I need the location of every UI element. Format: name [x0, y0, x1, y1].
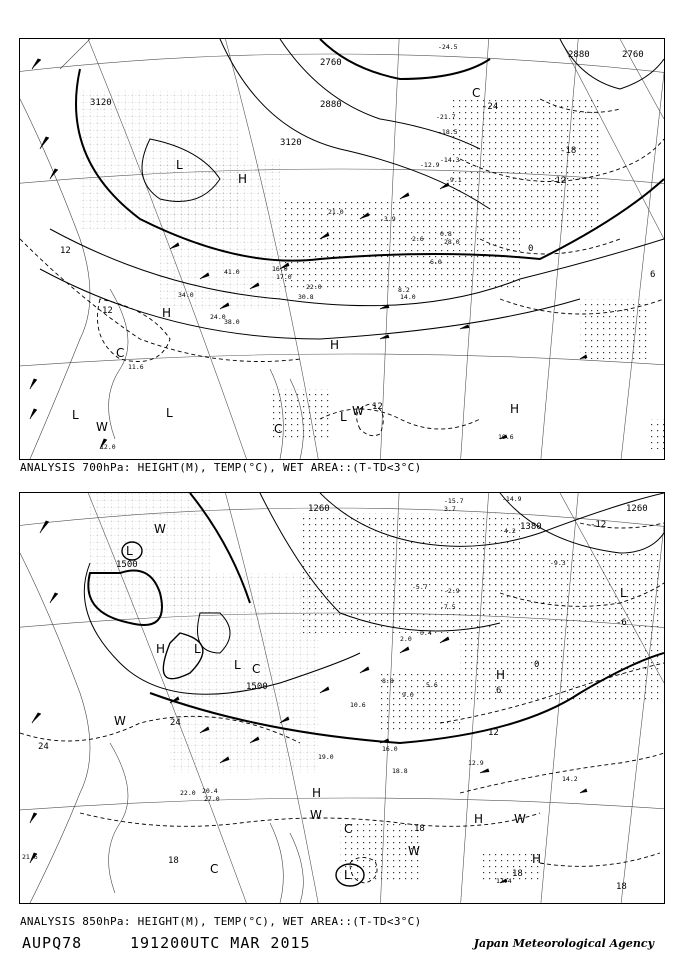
height-label: 2880	[568, 50, 590, 60]
high-center: H	[474, 812, 484, 826]
cold-center: C	[116, 346, 125, 360]
obs-value: 16.0	[272, 265, 288, 273]
height-label: 2880	[320, 100, 342, 110]
temp-label: -18	[560, 146, 577, 156]
high-center: H	[238, 172, 248, 186]
low-center: L	[166, 406, 173, 420]
low-center: L	[194, 642, 201, 656]
height-label: 1500	[116, 560, 138, 570]
obs-value: 5.6	[426, 681, 438, 689]
temp-label: 0	[534, 660, 540, 670]
obs-value: 24.0	[210, 313, 226, 321]
obs-value: -2.9	[444, 587, 460, 595]
obs-value: 18.8	[392, 767, 408, 775]
temp-label: 18	[512, 869, 523, 879]
caption-700hpa: ANALYSIS 700hPa: HEIGHT(M), TEMP(°C), WET AREA::(T-TD<3°C)	[20, 461, 422, 474]
map-850hpa-canvas	[20, 493, 664, 903]
high-center: H	[312, 786, 322, 800]
low-center: L	[340, 410, 347, 424]
warm-center: W	[408, 844, 420, 858]
obs-value: 14.2	[562, 775, 578, 783]
cold-center: C	[472, 86, 481, 100]
temp-label: 24	[170, 718, 181, 728]
obs-value: 0.8	[440, 230, 452, 238]
high-center: H	[330, 338, 340, 352]
obs-value: 8.2	[398, 286, 410, 294]
obs-value: 12.0	[100, 443, 116, 451]
temp-label: -12	[550, 176, 567, 186]
warm-center: W	[96, 420, 108, 434]
low-center: L	[126, 544, 133, 558]
low-center: L	[72, 408, 79, 422]
temp-label: 18	[414, 824, 425, 834]
obs-value: 27.0	[204, 795, 220, 803]
obs-value: 30.8	[298, 293, 314, 301]
obs-value: 20.4	[202, 787, 218, 795]
obs-value: 19.0	[318, 753, 334, 761]
obs-value: -9.1	[446, 176, 462, 184]
obs-value: 4.2	[504, 527, 516, 535]
obs-value: 21.0	[328, 208, 344, 216]
obs-value: 10.6	[498, 433, 514, 441]
height-label: 3120	[280, 138, 302, 148]
warm-center: W	[154, 522, 166, 536]
warm-center: W	[310, 808, 322, 822]
temp-label: 12	[60, 246, 71, 256]
obs-value: 21.6	[22, 853, 38, 861]
map-850hpa	[19, 492, 665, 904]
obs-value: -18.5	[438, 128, 458, 136]
height-label: 1380	[520, 522, 542, 532]
temp-label: -12	[590, 520, 607, 530]
low-center: L	[344, 868, 351, 882]
low-center: L	[234, 658, 241, 672]
temp-label: 6	[496, 686, 502, 696]
obs-value: 41.0	[224, 268, 240, 276]
obs-value: 3.7	[444, 505, 456, 513]
high-center: H	[532, 852, 542, 866]
cold-center: C	[252, 662, 261, 676]
obs-value: 22.0	[306, 283, 322, 291]
obs-value: 12.9	[468, 759, 484, 767]
obs-value: -5.7	[412, 583, 428, 591]
temp-label: 6	[650, 270, 656, 280]
obs-value: 17.4	[496, 877, 512, 885]
height-label: 1260	[308, 504, 330, 514]
obs-value: 8.8	[382, 677, 394, 685]
height-label: 2760	[320, 58, 342, 68]
obs-value: -12.9	[420, 161, 440, 169]
obs-value: -15.7	[444, 497, 464, 505]
temp-label: 18	[616, 882, 627, 892]
temp-label: 0	[528, 244, 534, 254]
height-label: 1500	[246, 682, 268, 692]
obs-value: 28.0	[444, 238, 460, 246]
caption-850hpa: ANALYSIS 850hPa: HEIGHT(M), TEMP(°C), WET AREA::(T-TD<3°C)	[20, 915, 422, 928]
obs-value: 34.0	[178, 291, 194, 299]
obs-value: 9.0	[402, 691, 414, 699]
obs-value: -24.5	[438, 43, 458, 51]
high-center: H	[162, 306, 172, 320]
high-center: H	[156, 642, 166, 656]
obs-value: 14.0	[400, 293, 416, 301]
obs-value: -3.9	[380, 215, 396, 223]
agency-credit: Japan Meteorological Agency	[473, 937, 654, 950]
obs-value: 22.0	[180, 789, 196, 797]
map-700hpa-canvas	[20, 39, 664, 459]
wet-area-shading	[90, 493, 660, 883]
obs-value: 16.0	[382, 745, 398, 753]
warm-center: W	[514, 812, 526, 826]
obs-value: -14.9	[502, 495, 522, 503]
obs-value: -9.3	[550, 559, 566, 567]
obs-value: 6.0	[430, 258, 442, 266]
high-center: H	[496, 668, 506, 682]
obs-value: -14.3	[440, 156, 460, 164]
map-700hpa	[19, 38, 665, 460]
obs-value: 2.6	[412, 235, 424, 243]
cold-center: C	[210, 862, 219, 876]
warm-center: W	[352, 404, 364, 418]
obs-value: 38.0	[224, 318, 240, 326]
obs-value: -7.5	[440, 603, 456, 611]
obs-value: 17.0	[276, 273, 292, 281]
valid-time: 191200UTC MAR 2015	[130, 934, 311, 952]
obs-value: 0.4	[420, 629, 432, 637]
temp-label: 12	[102, 306, 113, 316]
warm-center: W	[114, 714, 126, 728]
obs-value: 11.6	[128, 363, 144, 371]
temp-label: -6	[616, 618, 627, 628]
temp-label: 12	[488, 728, 499, 738]
obs-value: 10.6	[350, 701, 366, 709]
obs-value: -21.7	[436, 113, 456, 121]
height-label: 1260	[626, 504, 648, 514]
low-center: L	[620, 586, 627, 600]
cold-center: C	[344, 822, 353, 836]
temp-label: 12	[372, 402, 383, 412]
height-label: 3120	[90, 98, 112, 108]
obs-value: 2.0	[400, 635, 412, 643]
chart-id: AUPQ78	[22, 934, 83, 952]
height-label: 2760	[622, 50, 644, 60]
low-center: L	[176, 158, 183, 172]
temp-label: 24	[38, 742, 49, 752]
high-center: H	[510, 402, 520, 416]
cold-center: C	[274, 422, 283, 436]
temp-label: 18	[168, 856, 179, 866]
temp-label: -24	[482, 102, 499, 112]
